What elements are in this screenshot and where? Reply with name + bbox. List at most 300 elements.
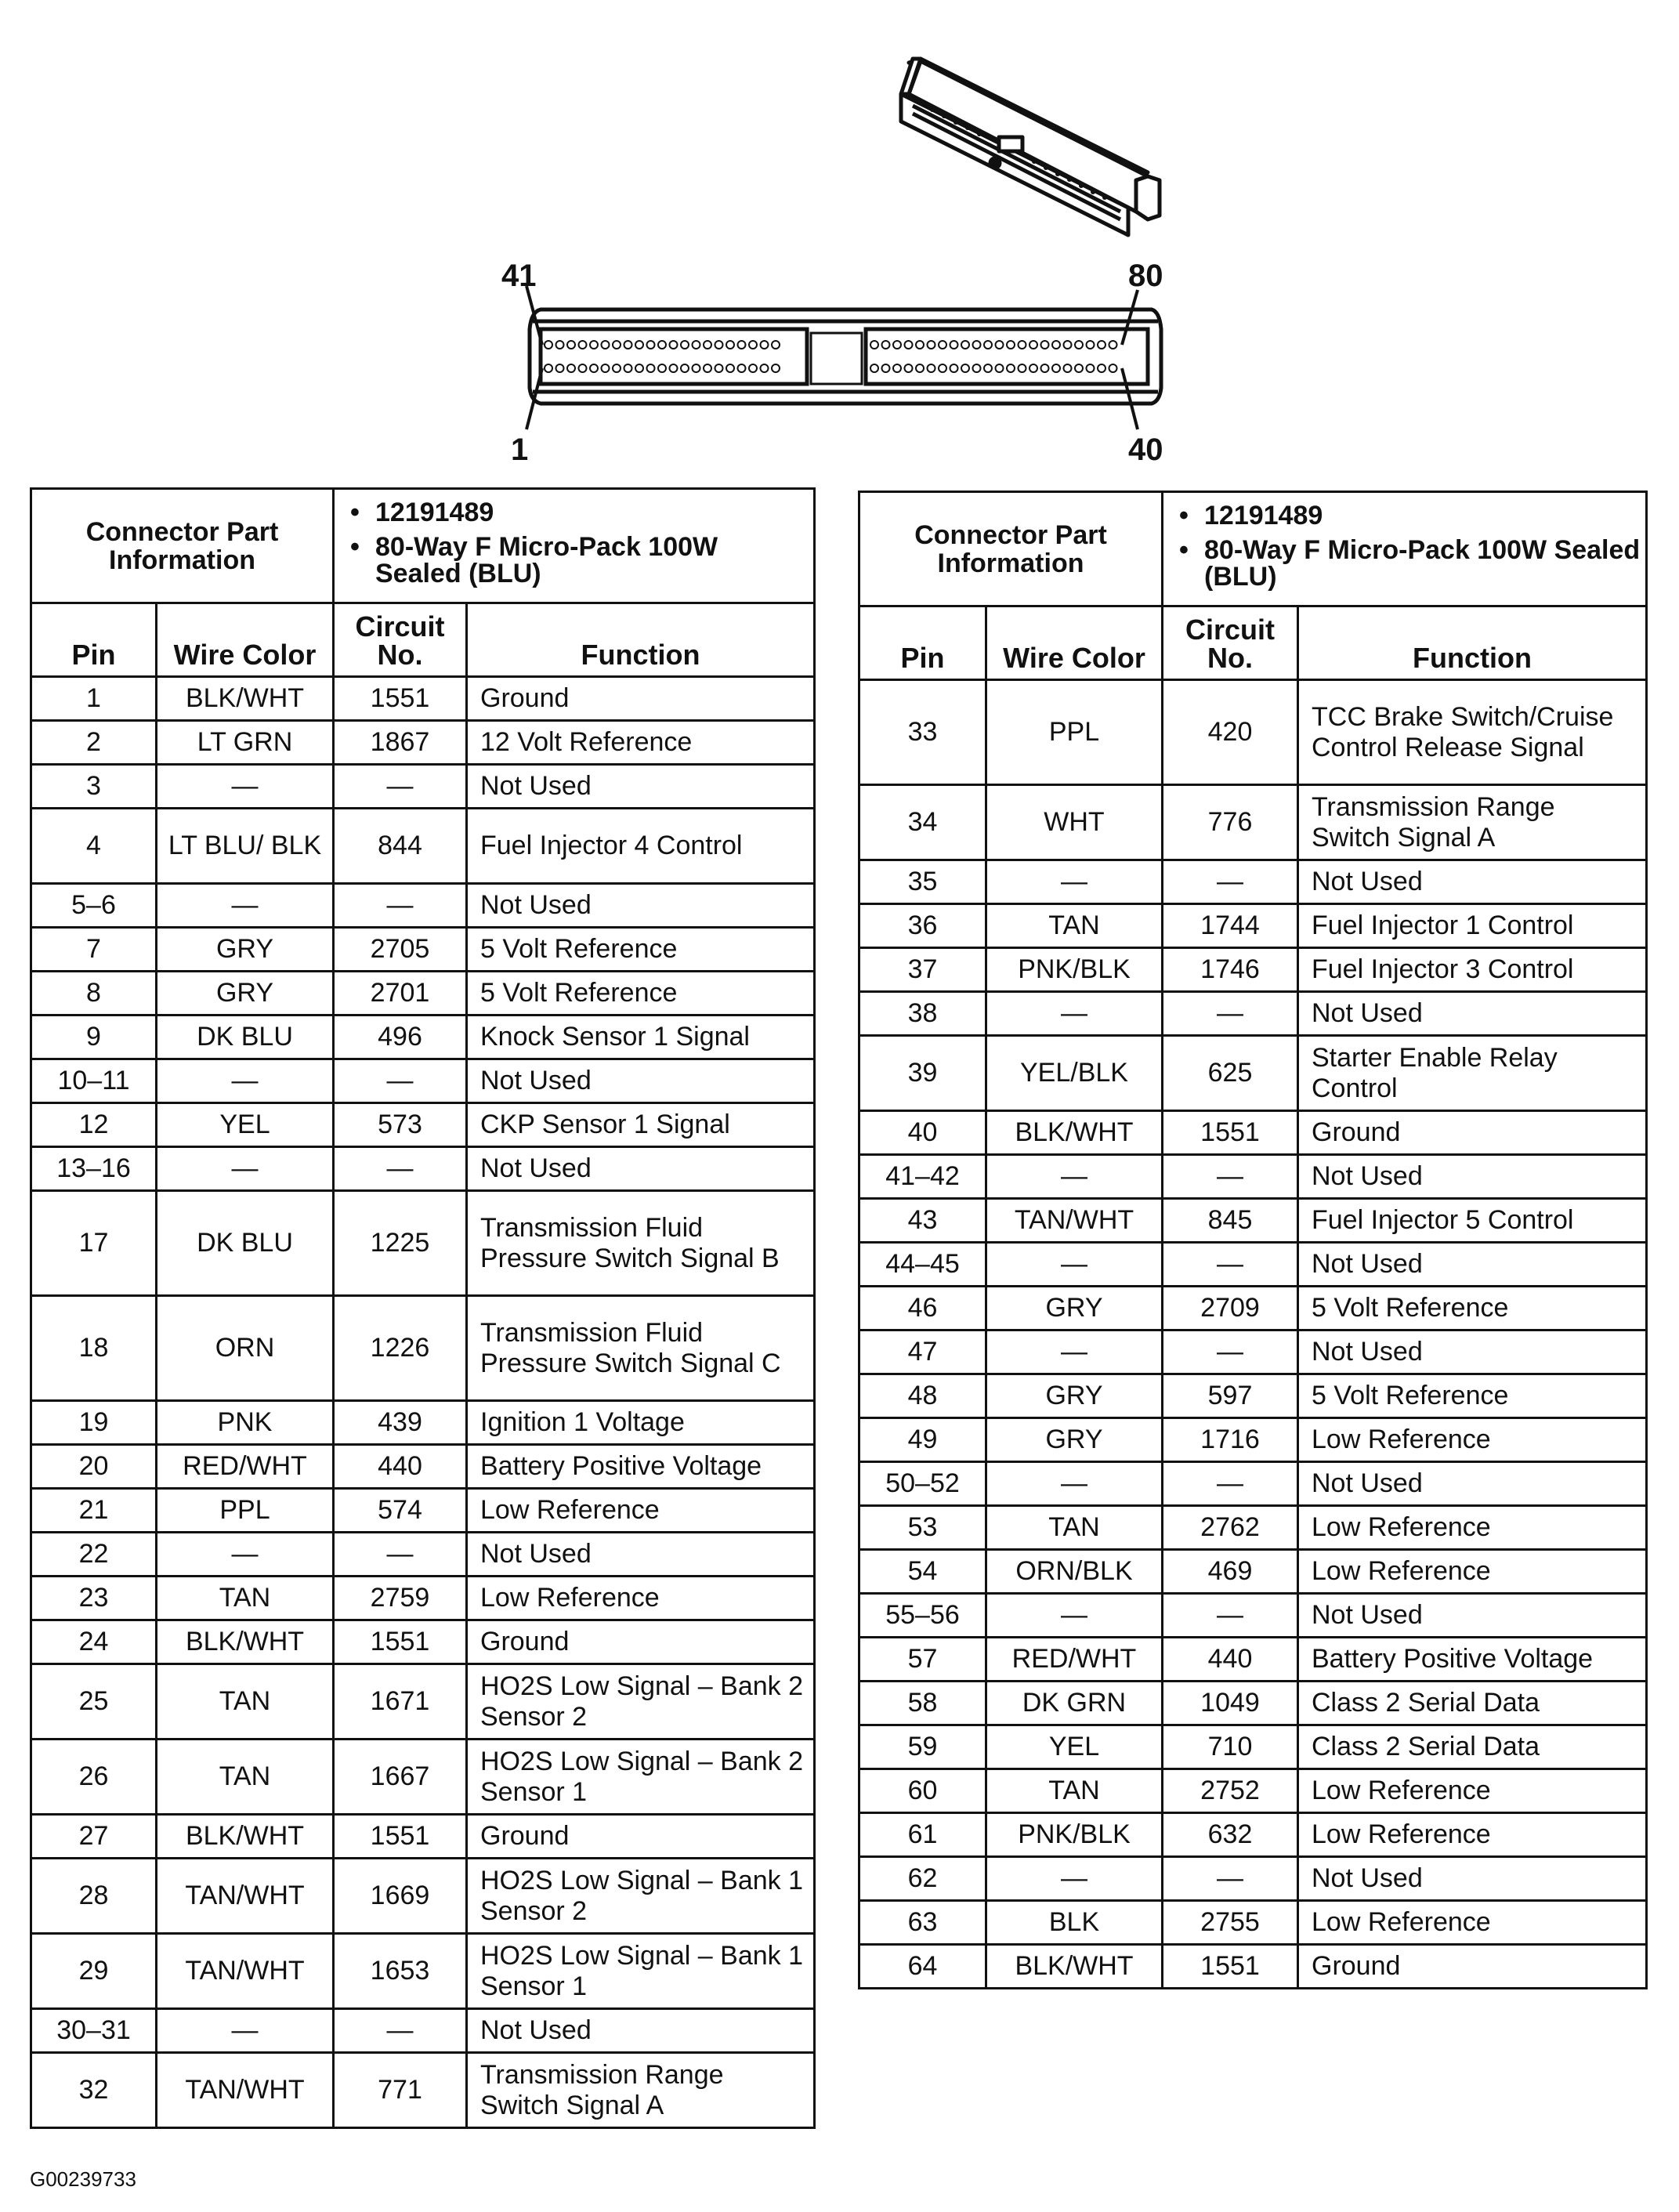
connector-pin xyxy=(647,341,655,349)
wire-color-cell: — xyxy=(986,860,1163,904)
table-row xyxy=(31,1015,815,1059)
circuit-cell: 439 xyxy=(334,1401,467,1445)
circuit-cell: — xyxy=(334,1147,467,1191)
pin-cell: 47 xyxy=(859,1330,986,1374)
circuit-cell: 496 xyxy=(334,1015,467,1059)
connector-pin xyxy=(635,341,643,349)
function-cell: Class 2 Serial Data xyxy=(1298,1682,1647,1725)
function-cell: Starter Enable Relay Control xyxy=(1298,1036,1647,1111)
wire-color-cell: GRY xyxy=(986,1287,1163,1330)
circuit-cell: 1551 xyxy=(334,1815,467,1859)
circuit-cell: 1226 xyxy=(334,1296,467,1401)
circuit-cell: 771 xyxy=(334,2053,467,2128)
function-cell: Class 2 Serial Data xyxy=(1298,1725,1647,1769)
connector-info-label: Connector Part Information xyxy=(859,492,1163,606)
circuit-cell: — xyxy=(1163,1462,1298,1506)
table-row xyxy=(859,948,1647,992)
table-row xyxy=(31,2009,815,2053)
table-row xyxy=(31,1191,815,1296)
circuit-cell: 2759 xyxy=(334,1577,467,1620)
pin-cell: 9 xyxy=(31,1015,157,1059)
connector-pin xyxy=(579,341,587,349)
connector-pin xyxy=(590,341,598,349)
connector-pin xyxy=(973,364,981,372)
connector-pin xyxy=(726,364,734,372)
wire-color-cell: BLK/WHT xyxy=(157,1620,334,1664)
function-cell: Not Used xyxy=(467,765,815,809)
wire-color-cell: PPL xyxy=(986,680,1163,785)
function-cell: Ground xyxy=(1298,1945,1647,1989)
function-cell: TCC Brake Switch/Cruise Control Release Signal xyxy=(1298,680,1647,785)
circuit-cell: 1551 xyxy=(1163,1945,1298,1989)
pin-cell: 29 xyxy=(31,1934,157,2009)
function-cell: Not Used xyxy=(467,2009,815,2053)
pin-cell: 32 xyxy=(31,2053,157,2128)
table-header xyxy=(859,492,1647,680)
pin-cell: 27 xyxy=(31,1815,157,1859)
connector-pin xyxy=(1029,341,1037,349)
function-cell: Battery Positive Voltage xyxy=(1298,1638,1647,1682)
table-row xyxy=(31,928,815,972)
function-cell: Low Reference xyxy=(467,1577,815,1620)
connector-pin xyxy=(1109,364,1117,372)
table-row xyxy=(859,1418,1647,1462)
connector-pin xyxy=(870,341,878,349)
wire-color-cell: — xyxy=(986,1155,1163,1199)
pin-cell: 12 xyxy=(31,1103,157,1147)
function-cell: Fuel Injector 4 Control xyxy=(467,809,815,884)
circuit-cell: 440 xyxy=(1163,1638,1298,1682)
pin-cell: 57 xyxy=(859,1638,986,1682)
pin-cell: 21 xyxy=(31,1489,157,1533)
connector-pin xyxy=(950,341,958,349)
pin-cell: 36 xyxy=(859,904,986,948)
circuit-cell: 1225 xyxy=(334,1191,467,1296)
pin-label-1: 1 xyxy=(511,433,529,467)
connector-description: • 80-Way F Micro-Pack 100W Sealed (BLU) xyxy=(375,534,809,587)
wire-color-cell: TAN/WHT xyxy=(157,1934,334,2009)
pin-cell: 53 xyxy=(859,1506,986,1550)
connector-pin xyxy=(670,341,678,349)
table-row xyxy=(859,992,1647,1036)
connector-diagram xyxy=(0,0,1679,486)
circuit-cell: 1669 xyxy=(334,1859,467,1934)
circuit-cell: 2755 xyxy=(1163,1901,1298,1945)
pin-cell: 1 xyxy=(31,677,157,721)
table-row xyxy=(31,1059,815,1103)
connector-pin xyxy=(1019,364,1026,372)
circuit-cell: 573 xyxy=(334,1103,467,1147)
wire-color-cell: — xyxy=(986,1330,1163,1374)
pin-cell: 55–56 xyxy=(859,1594,986,1638)
function-cell: Battery Positive Voltage xyxy=(467,1445,815,1489)
connector-pin-leaders xyxy=(526,286,1138,429)
pin-cell: 60 xyxy=(859,1769,986,1813)
table-row xyxy=(31,1740,815,1815)
wire-color-cell: TAN/WHT xyxy=(157,1859,334,1934)
pin-cell: 13–16 xyxy=(31,1147,157,1191)
connector-pin xyxy=(567,364,575,372)
pin-cell: 39 xyxy=(859,1036,986,1111)
connector-pin xyxy=(1075,341,1083,349)
circuit-cell: 1867 xyxy=(334,721,467,765)
table-row xyxy=(31,765,815,809)
connector-pin xyxy=(749,364,757,372)
circuit-cell: 2709 xyxy=(1163,1287,1298,1330)
circuit-cell: — xyxy=(334,765,467,809)
function-cell: CKP Sensor 1 Signal xyxy=(467,1103,815,1147)
function-cell: Not Used xyxy=(467,1147,815,1191)
table-row xyxy=(859,1813,1647,1857)
wire-color-cell: GRY xyxy=(157,928,334,972)
circuit-cell: — xyxy=(1163,1155,1298,1199)
wire-color-cell: — xyxy=(986,1243,1163,1287)
pin-cell: 43 xyxy=(859,1199,986,1243)
circuit-cell: 632 xyxy=(1163,1813,1298,1857)
connector-pin xyxy=(590,364,598,372)
connector-pin xyxy=(893,364,901,372)
table-row xyxy=(31,721,815,765)
wire-color-cell: TAN xyxy=(986,1769,1163,1813)
connector-pin xyxy=(1052,341,1060,349)
table-row xyxy=(859,1243,1647,1287)
pin-cell: 23 xyxy=(31,1577,157,1620)
pin-cell: 19 xyxy=(31,1401,157,1445)
table-row xyxy=(859,1287,1647,1330)
table-row xyxy=(859,785,1647,860)
wire-color-cell: — xyxy=(986,1462,1163,1506)
col-header-circuit-no: Circuit No. xyxy=(334,603,467,677)
table-row xyxy=(859,1036,1647,1111)
connector-pin xyxy=(635,364,643,372)
function-cell: Low Reference xyxy=(1298,1901,1647,1945)
pin-cell: 26 xyxy=(31,1740,157,1815)
connector-face-view xyxy=(530,310,1161,404)
function-cell: Low Reference xyxy=(1298,1813,1647,1857)
wire-color-cell: LT BLU/ BLK xyxy=(157,809,334,884)
connector-face-pins xyxy=(545,341,1117,372)
circuit-cell: — xyxy=(334,1059,467,1103)
connector-pin xyxy=(1087,341,1095,349)
wire-color-cell: GRY xyxy=(986,1418,1163,1462)
pinout-table-right xyxy=(858,491,1648,1989)
connector-pin xyxy=(1052,364,1060,372)
function-cell: HO2S Low Signal – Bank 2 Sensor 2 xyxy=(467,1664,815,1740)
wire-color-cell: TAN xyxy=(157,1664,334,1740)
table-row xyxy=(31,1147,815,1191)
pin-cell: 35 xyxy=(859,860,986,904)
col-header-wire-color: Wire Color xyxy=(157,603,334,677)
wire-color-cell: RED/WHT xyxy=(157,1445,334,1489)
connector-pin xyxy=(996,364,1004,372)
connector-pin xyxy=(882,341,890,349)
connector-info-label: Connector Part Information xyxy=(31,489,334,603)
col-header-pin: Pin xyxy=(31,603,157,677)
wire-color-cell: ORN xyxy=(157,1296,334,1401)
wire-color-cell: BLK/WHT xyxy=(157,677,334,721)
pin-cell: 44–45 xyxy=(859,1243,986,1287)
wire-color-cell: GRY xyxy=(986,1374,1163,1418)
table-row xyxy=(31,1620,815,1664)
function-cell: Transmission Fluid Pressure Switch Signal B xyxy=(467,1191,815,1296)
col-header-pin: Pin xyxy=(859,606,986,680)
pin-cell: 20 xyxy=(31,1445,157,1489)
circuit-cell: 469 xyxy=(1163,1550,1298,1594)
circuit-cell: 710 xyxy=(1163,1725,1298,1769)
connector-pin xyxy=(556,364,564,372)
function-cell: Transmission Range Switch Signal A xyxy=(1298,785,1647,860)
wire-color-cell: — xyxy=(157,1147,334,1191)
wire-color-cell: — xyxy=(157,1059,334,1103)
wire-color-cell: YEL xyxy=(986,1725,1163,1769)
table-row xyxy=(859,1725,1647,1769)
wire-color-cell: PPL xyxy=(157,1489,334,1533)
pin-cell: 50–52 xyxy=(859,1462,986,1506)
table-row xyxy=(859,1155,1647,1199)
function-cell: Not Used xyxy=(467,1059,815,1103)
pin-cell: 4 xyxy=(31,809,157,884)
wire-color-cell: LT GRN xyxy=(157,721,334,765)
circuit-cell: 1049 xyxy=(1163,1682,1298,1725)
pinout-table-left xyxy=(30,487,816,2129)
function-cell: 5 Volt Reference xyxy=(1298,1287,1647,1330)
pin-cell: 7 xyxy=(31,928,157,972)
connector-pin xyxy=(905,341,913,349)
connector-pin xyxy=(984,364,992,372)
connector-pin xyxy=(1098,341,1105,349)
pin-cell: 3 xyxy=(31,765,157,809)
function-cell: Transmission Fluid Pressure Switch Signal C xyxy=(467,1296,815,1401)
table-row xyxy=(859,1199,1647,1243)
circuit-cell: 597 xyxy=(1163,1374,1298,1418)
function-cell: Ignition 1 Voltage xyxy=(467,1401,815,1445)
table-row xyxy=(31,677,815,721)
connector-pin xyxy=(1098,364,1105,372)
circuit-cell: 1551 xyxy=(334,1620,467,1664)
connector-description: • 80-Way F Micro-Pack 100W Sealed (BLU) xyxy=(1204,537,1641,590)
table-row xyxy=(31,1489,815,1533)
connector-pin xyxy=(1064,364,1072,372)
pin-cell: 24 xyxy=(31,1620,157,1664)
function-cell: Not Used xyxy=(1298,860,1647,904)
pin-cell: 59 xyxy=(859,1725,986,1769)
circuit-cell: 2752 xyxy=(1163,1769,1298,1813)
connector-pin xyxy=(1041,341,1049,349)
function-cell: Not Used xyxy=(1298,1594,1647,1638)
function-cell: Low Reference xyxy=(467,1489,815,1533)
function-cell: Ground xyxy=(1298,1111,1647,1155)
connector-pin xyxy=(715,364,723,372)
function-cell: Ground xyxy=(467,677,815,721)
connector-pin xyxy=(928,341,935,349)
table-row xyxy=(31,884,815,928)
wire-color-cell: PNK/BLK xyxy=(986,1813,1163,1857)
table-row xyxy=(31,1815,815,1859)
connector-pin xyxy=(916,364,924,372)
connector-pin xyxy=(961,364,969,372)
connector-pin xyxy=(1007,364,1015,372)
table-row xyxy=(859,1462,1647,1506)
function-cell: Transmission Range Switch Signal A xyxy=(467,2053,815,2128)
circuit-cell: 1653 xyxy=(334,1934,467,2009)
part-number: • 12191489 xyxy=(375,499,809,526)
table-row xyxy=(31,972,815,1015)
connector-pin xyxy=(916,341,924,349)
pin-label-40: 40 xyxy=(1128,433,1163,467)
circuit-cell: — xyxy=(334,1533,467,1577)
connector-pin xyxy=(1075,364,1083,372)
table-row xyxy=(859,904,1647,948)
figure-code: G00239733 xyxy=(30,2167,136,2191)
function-cell: Not Used xyxy=(467,1533,815,1577)
connector-pin xyxy=(681,341,689,349)
wire-color-cell: ORN/BLK xyxy=(986,1550,1163,1594)
circuit-cell: 2705 xyxy=(334,928,467,972)
connector-pin xyxy=(870,364,878,372)
connector-pin xyxy=(624,364,632,372)
connector-pin xyxy=(693,341,700,349)
connector-pin xyxy=(973,341,981,349)
connector-pin xyxy=(602,341,610,349)
connector-pin xyxy=(761,364,769,372)
function-cell: Fuel Injector 3 Control xyxy=(1298,948,1647,992)
circuit-cell: — xyxy=(1163,992,1298,1036)
wire-color-cell: BLK xyxy=(986,1901,1163,1945)
wire-color-cell: YEL xyxy=(157,1103,334,1147)
function-cell: Ground xyxy=(467,1815,815,1859)
connector-pin xyxy=(905,364,913,372)
circuit-cell: 1551 xyxy=(1163,1111,1298,1155)
connector-pin xyxy=(893,341,901,349)
function-cell: 5 Volt Reference xyxy=(467,972,815,1015)
circuit-cell: 776 xyxy=(1163,785,1298,860)
connector-3d-illustration xyxy=(901,59,1160,235)
wire-color-cell: GRY xyxy=(157,972,334,1015)
function-cell: HO2S Low Signal – Bank 2 Sensor 1 xyxy=(467,1740,815,1815)
connector-pin xyxy=(1064,341,1072,349)
wire-color-cell: BLK/WHT xyxy=(157,1815,334,1859)
table-row xyxy=(859,1945,1647,1989)
function-cell: Not Used xyxy=(1298,1155,1647,1199)
table-body xyxy=(31,677,815,2128)
wire-color-cell: — xyxy=(986,1594,1163,1638)
table-row xyxy=(859,1594,1647,1638)
function-cell: Not Used xyxy=(467,884,815,928)
pin-cell: 49 xyxy=(859,1418,986,1462)
connector-pin xyxy=(715,341,723,349)
wire-color-cell: — xyxy=(986,992,1163,1036)
table-header xyxy=(31,489,815,677)
pin-cell: 37 xyxy=(859,948,986,992)
col-header-function: Function xyxy=(467,603,815,677)
connector-pin xyxy=(704,341,711,349)
pin-cell: 17 xyxy=(31,1191,157,1296)
circuit-cell: 1746 xyxy=(1163,948,1298,992)
table-row xyxy=(31,1401,815,1445)
pin-cell: 41–42 xyxy=(859,1155,986,1199)
pin-label-41: 41 xyxy=(501,259,537,293)
connector-pin xyxy=(670,364,678,372)
wire-color-cell: DK GRN xyxy=(986,1682,1163,1725)
wire-color-cell: TAN/WHT xyxy=(986,1199,1163,1243)
function-cell: Low Reference xyxy=(1298,1506,1647,1550)
connector-pin xyxy=(613,364,621,372)
function-cell: Low Reference xyxy=(1298,1418,1647,1462)
connector-pin xyxy=(996,341,1004,349)
table-row xyxy=(31,1445,815,1489)
circuit-cell: — xyxy=(1163,1330,1298,1374)
pin-cell: 18 xyxy=(31,1296,157,1401)
connector-pin xyxy=(658,341,666,349)
connector-pin xyxy=(1109,341,1117,349)
circuit-cell: — xyxy=(1163,1594,1298,1638)
circuit-cell: 1551 xyxy=(334,677,467,721)
circuit-cell: 844 xyxy=(334,809,467,884)
circuit-cell: — xyxy=(334,884,467,928)
connector-info-items xyxy=(334,489,815,603)
connector-pin xyxy=(772,364,780,372)
table-row xyxy=(31,1859,815,1934)
table-row xyxy=(859,1330,1647,1374)
circuit-cell: — xyxy=(334,2009,467,2053)
connector-pin xyxy=(704,364,711,372)
connector-pin xyxy=(556,341,564,349)
function-cell: 12 Volt Reference xyxy=(467,721,815,765)
table-row xyxy=(859,1901,1647,1945)
pin-cell: 63 xyxy=(859,1901,986,1945)
wire-color-cell: — xyxy=(986,1857,1163,1901)
connector-pin xyxy=(882,364,890,372)
connector-pin xyxy=(749,341,757,349)
function-cell: HO2S Low Signal – Bank 1 Sensor 1 xyxy=(467,1934,815,2009)
pin-cell: 30–31 xyxy=(31,2009,157,2053)
connector-pin xyxy=(545,341,552,349)
function-cell: Fuel Injector 5 Control xyxy=(1298,1199,1647,1243)
circuit-cell: 1671 xyxy=(334,1664,467,1740)
circuit-cell: 845 xyxy=(1163,1199,1298,1243)
wire-color-cell: — xyxy=(157,765,334,809)
connector-pin xyxy=(961,341,969,349)
connector-pin xyxy=(738,341,746,349)
pin-cell: 61 xyxy=(859,1813,986,1857)
pin-cell: 40 xyxy=(859,1111,986,1155)
connector-pin xyxy=(939,364,946,372)
wire-color-cell: BLK/WHT xyxy=(986,1111,1163,1155)
table-row xyxy=(859,1682,1647,1725)
circuit-cell: 440 xyxy=(334,1445,467,1489)
pin-cell: 8 xyxy=(31,972,157,1015)
table-row xyxy=(859,680,1647,785)
function-cell: Not Used xyxy=(1298,1857,1647,1901)
table-row xyxy=(31,1577,815,1620)
pin-label-80: 80 xyxy=(1128,259,1163,293)
table-row xyxy=(859,1857,1647,1901)
connector-pin xyxy=(658,364,666,372)
function-cell: Not Used xyxy=(1298,1462,1647,1506)
pin-cell: 2 xyxy=(31,721,157,765)
connector-pin xyxy=(681,364,689,372)
wire-color-cell: RED/WHT xyxy=(986,1638,1163,1682)
connector-pin xyxy=(726,341,734,349)
pin-cell: 33 xyxy=(859,680,986,785)
connector-info-items xyxy=(1163,492,1647,606)
table-row xyxy=(859,1506,1647,1550)
wire-color-cell: TAN xyxy=(157,1740,334,1815)
connector-pin xyxy=(545,364,552,372)
part-number: • 12191489 xyxy=(1204,502,1641,529)
pin-cell: 48 xyxy=(859,1374,986,1418)
circuit-cell: 1716 xyxy=(1163,1418,1298,1462)
